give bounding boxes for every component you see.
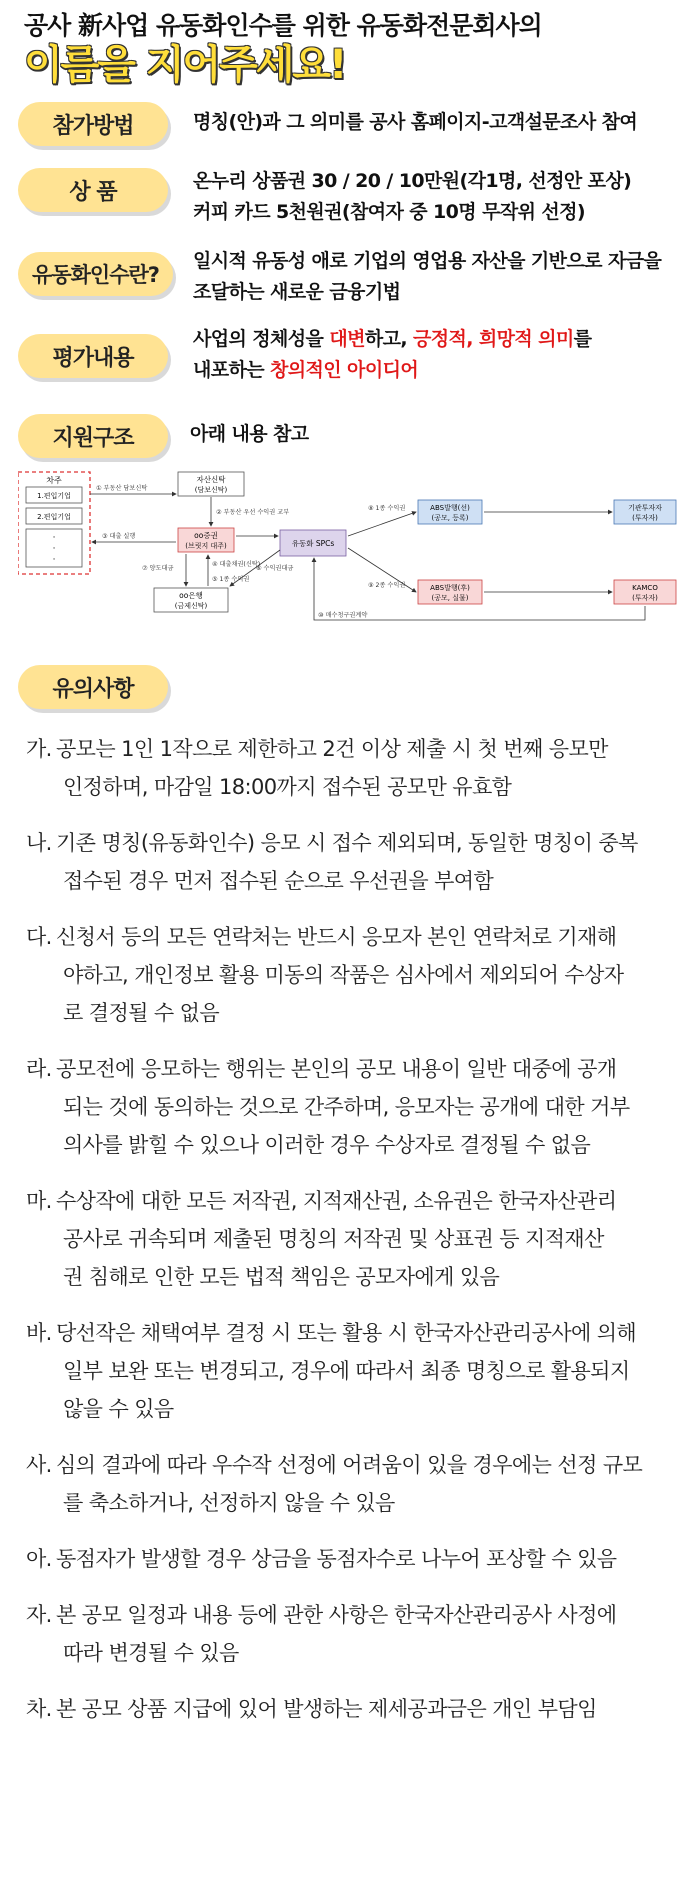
- notice-marker: 사.: [26, 1453, 52, 1477]
- evaluation-text-part: 하고,: [364, 328, 413, 350]
- notice-item: [26, 730, 686, 806]
- notice-marker: 차.: [26, 1697, 52, 1721]
- notice-line: 기존 명칭(유동화인수) 응모 시 접수 제외되며, 동일한 명칭이 중복: [56, 831, 638, 855]
- evaluation-highlight: 긍정적, 희망적 의미: [412, 328, 574, 350]
- notice-line: 를 축소하거나, 선정하지 않을 수 있음: [63, 1491, 395, 1515]
- company-1: 1.편입기업: [37, 492, 71, 500]
- notice-item: [26, 918, 686, 1032]
- notice-item: [26, 1446, 686, 1522]
- prize-line-2: 커피 카드 5천원권(참여자 중 10명 무작위 선정): [193, 201, 585, 223]
- notice-line: 야하고, 개인정보 활용 미동의 작품은 심사에서 제외되어 수상자: [63, 963, 624, 987]
- label-junior-right: ⑨ 2종 수익권: [368, 582, 406, 589]
- notice-marker: 자.: [26, 1603, 52, 1627]
- trust-box-sub: (담보신탁): [194, 486, 228, 494]
- kamco-box-title: KAMCO: [632, 584, 658, 592]
- bank-box-title: oo은행: [179, 591, 203, 600]
- dots-1: ·: [52, 533, 56, 543]
- evaluation-line-2: [193, 355, 591, 386]
- abs2-box-title: ABS발행(후): [430, 584, 470, 592]
- notice-marker: 바.: [26, 1321, 52, 1345]
- label-senior-right-1: ⑧ 1종 수익권: [368, 505, 406, 512]
- notice-line: 접수된 경우 먼저 접수된 순으로 우선권을 부여함: [63, 869, 494, 893]
- bank-box-sub: (금제신탁): [174, 602, 208, 610]
- institution-box-title: 기관투자자: [628, 504, 662, 512]
- notice-line: 당선작은 채택여부 결정 시 또는 활용 시 한국자산관리공사에 의해: [56, 1321, 637, 1345]
- notice-marker: 라.: [26, 1057, 52, 1081]
- spc-box: 유동화 SPCs: [291, 539, 335, 548]
- evaluation-line-1: [193, 324, 591, 355]
- notice-item: [26, 1050, 686, 1164]
- abs1-box-title: ABS발행(선): [430, 504, 470, 512]
- notice-line: 수상작에 대한 모든 저작권, 지적재산권, 소유권은 한국자산관리: [56, 1189, 617, 1213]
- notice-line: 심의 결과에 따라 우수작 선정에 어려움이 있을 경우에는 선정 규모: [56, 1453, 643, 1477]
- notice-marker: 나.: [26, 831, 52, 855]
- prize-text: [193, 166, 631, 228]
- notice-item: [26, 1596, 686, 1672]
- notice-item: [26, 824, 686, 900]
- notice-item: [26, 1690, 686, 1728]
- notice-marker: 다.: [26, 925, 52, 949]
- notice-line: 의사를 밝힐 수 있으나 이러한 경우 수상자로 결정될 수 없음: [63, 1133, 591, 1157]
- prize-label: 상 품: [18, 168, 168, 212]
- evaluation-highlight: 창의적인 아이디어: [270, 359, 419, 381]
- notice-line: 본 공모 일정과 내용 등에 관한 사항은 한국자산관리공사 사정에: [56, 1603, 617, 1627]
- header-subtitle: 공사 新사업 유동화인수를 위한 유동화전문회사의: [24, 11, 542, 40]
- notice-line: 일부 보완 또는 변경되고, 경우에 따라서 최종 명칭으로 활용되지: [63, 1359, 630, 1383]
- notice-line: 본 공모 상품 지급에 있어 발생하는 제세공과금은 개인 부담임: [56, 1697, 597, 1721]
- evaluation-text-part: 사업의 정체성을: [193, 328, 330, 350]
- dots-2: ·: [52, 544, 56, 554]
- notice-marker: 마.: [26, 1189, 52, 1213]
- participation-label: 참가방법: [18, 102, 168, 146]
- definition-label: 유동화인수란?: [18, 252, 173, 296]
- notice-line: 동점자가 발생할 경우 상금을 동점자수로 나누어 포상할 수 있음: [56, 1547, 617, 1571]
- notice-item: [26, 1314, 686, 1428]
- definition-line-2: 조달하는 새로운 금융기법: [193, 281, 401, 303]
- company-2: 2.편입기업: [37, 513, 71, 521]
- securities-box-sub: (브릿지 대주): [185, 542, 227, 550]
- evaluation-text-part: 내포하는: [193, 359, 271, 381]
- label-loan-sale: ④ 대출채권(신탁): [212, 561, 261, 568]
- trust-box-title: 자산신탁: [196, 475, 226, 484]
- owner-title: 차주: [46, 476, 62, 485]
- notice-line: 공모전에 응모하는 행위는 본인의 공모 내용이 일반 대중에 공개: [56, 1057, 617, 1081]
- notice-item: [26, 1182, 686, 1296]
- label-buyback: ⑩ 매수청구권계약: [318, 612, 368, 619]
- prize-line-1: 온누리 상품권 30 / 20 / 10만원(각1명, 선정안 포상): [193, 170, 632, 192]
- notice-marker: 아.: [26, 1547, 52, 1571]
- notice-label: 유의사항: [18, 665, 168, 709]
- kamco-box-sub: (투자자): [632, 594, 658, 602]
- structure-label: 지원구조: [18, 414, 168, 458]
- owner-group: [18, 472, 90, 574]
- notice-line: 되는 것에 동의하는 것으로 간주하며, 응모자는 공개에 대한 거부: [63, 1095, 630, 1119]
- participation-text: 명칭(안)과 그 의미를 공사 홈페이지-고객설문조사 참여: [193, 111, 638, 133]
- evaluation-highlight: 대변: [329, 328, 365, 350]
- notice-line: 권 침해로 인한 모든 법적 책임은 공모자에게 있음: [63, 1265, 500, 1289]
- abs1-box-sub: (공모, 등록): [431, 514, 469, 522]
- dots-3: ·: [52, 555, 56, 565]
- structure-text: 아래 내용 참고: [190, 423, 309, 445]
- securities-box-title: oo증권: [194, 531, 218, 540]
- abs2-box-sub: (공모, 실물): [431, 594, 469, 602]
- notice-line: 신청서 등의 모든 연락처는 반드시 응모자 본인 연락처로 기재해: [56, 925, 617, 949]
- evaluation-text: [193, 324, 591, 386]
- notice-line: 공사로 귀속되며 제출된 명칭의 저작권 및 상표권 등 지적재산: [63, 1227, 604, 1251]
- header: [24, 8, 542, 88]
- header-title: 이름을 지어주세요!: [24, 42, 346, 88]
- notice-line: 따라 변경될 수 있음: [63, 1641, 239, 1665]
- label-loan: ③ 대출 실행: [102, 533, 136, 540]
- notice-line: 않을 수 있음: [63, 1397, 174, 1421]
- notice-line: 공모는 1인 1작으로 제한하고 2건 이상 제출 시 첫 번째 응모만: [56, 737, 608, 761]
- label-transfer-price: ⑦ 양도대금: [142, 565, 174, 572]
- notice-item: [26, 1540, 686, 1578]
- institution-box-sub: (투자자): [632, 514, 658, 522]
- evaluation-label: 평가내용: [18, 334, 168, 378]
- support-structure-diagram: [18, 470, 684, 648]
- label-right-price: ⑥ 수익권대금: [256, 565, 294, 572]
- evaluation-text-part: 를: [573, 328, 592, 350]
- notice-list: [26, 730, 686, 1728]
- notice-line: 로 결정될 수 없음: [63, 1001, 220, 1025]
- label-mortgage-trust: ① 부동산 담보신탁: [96, 485, 148, 492]
- label-priority-right: ② 부동산 우선 수익권 교부: [216, 509, 290, 516]
- notice-line: 인정하며, 마감일 18:00까지 접수된 공모만 유효함: [63, 775, 512, 799]
- notice-marker: 가.: [26, 737, 52, 761]
- label-senior-right-2: ⑤ 1종 수익권: [212, 576, 250, 583]
- diagram-arrow-labels: [96, 484, 405, 619]
- definition-line-1: 일시적 유동성 애로 기업의 영업용 자산을 기반으로 자금을: [193, 250, 662, 272]
- definition-text: [193, 246, 661, 308]
